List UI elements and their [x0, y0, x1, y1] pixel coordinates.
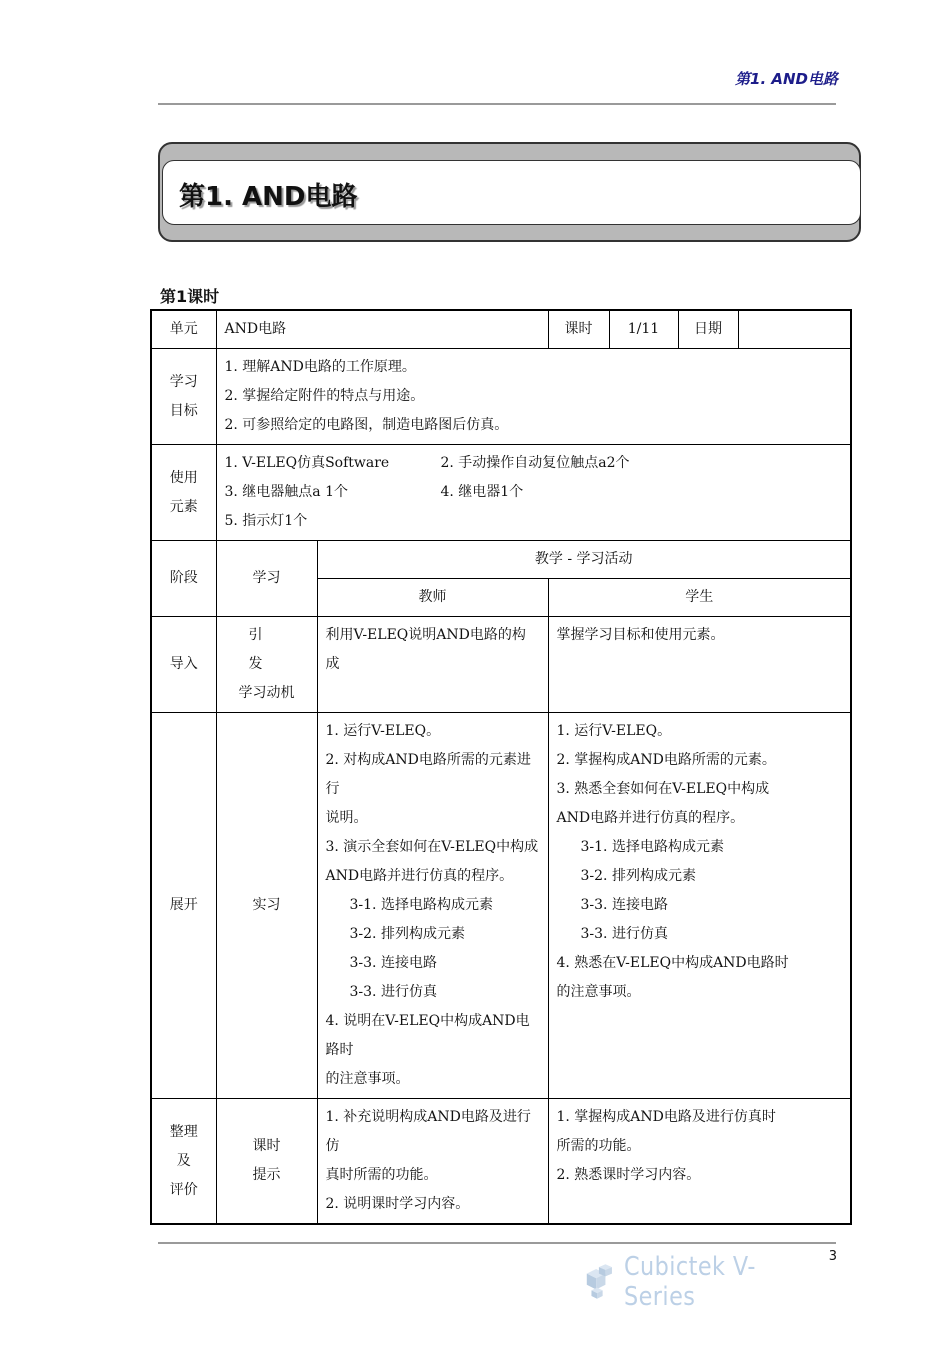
- teacher-header: 教师: [317, 579, 548, 617]
- cube-logo-icon: [584, 1263, 614, 1301]
- stage-header: 阶段: [151, 541, 216, 617]
- chapter-title-box: [158, 142, 861, 242]
- lesson-label: 第1课时: [160, 287, 220, 306]
- brand-name: Cubictek V-Series: [623, 1252, 756, 1312]
- unit-label: 单元: [151, 310, 216, 349]
- summary-student: 1. 掌握构成AND电路及进行仿真时 所需的功能。 2. 熟悉课时学习内容。: [548, 1099, 851, 1225]
- develop-teacher: 1. 运行V-ELEQ。 2. 对构成AND电路所需的元素进行 说明。 3. 演示全套如何在V-ELEQ中构成 AND电路并进行仿真的程序。 3-1. 选择电路构成元素 3-2. 排列构成元素 3-3. 连接电路 3-3. 进行仿真 4. 说明在V-ELEQ中构成AND电路时 的注意事项。: [317, 713, 548, 1099]
- develop-stage: 展开: [151, 713, 216, 1099]
- elements-list: [216, 445, 851, 541]
- table-row-intro: [151, 617, 851, 713]
- list-item: 4. 继电器1个: [440, 484, 524, 500]
- table-row-summary: [151, 1099, 851, 1225]
- study-header: 学习: [216, 541, 317, 617]
- intro-teacher: 利用V-ELEQ说明AND电路的构成: [317, 617, 548, 713]
- list-item: 3. 继电器触点a 1个: [224, 484, 349, 500]
- page-number: 3: [828, 1249, 837, 1264]
- period-label: 课时: [548, 310, 609, 349]
- table-row-objectives: [151, 349, 851, 445]
- date-label: 日期: [678, 310, 738, 349]
- objectives-list: [216, 349, 851, 445]
- unit-value: AND电路: [216, 310, 548, 349]
- header-rule: [158, 103, 836, 105]
- footer-rule: [158, 1242, 836, 1244]
- objectives-label: 学习 目标: [151, 349, 216, 445]
- table-row-elements: [151, 445, 851, 541]
- student-header: 学生: [548, 579, 851, 617]
- summary-stage: 整理 及 评价: [151, 1099, 216, 1225]
- footer-brand-logo: [584, 1252, 844, 1312]
- chapter-title-inner: [162, 160, 861, 225]
- list-item: 2. 可参照给定的电路图，制造电路图后仿真。: [224, 417, 509, 433]
- chapter-title: 第1. AND电路: [179, 182, 358, 212]
- date-value: [738, 310, 851, 349]
- list-item: 2. 掌握给定附件的特点与用途。: [224, 388, 425, 404]
- table-row-unit: [151, 310, 851, 349]
- elements-label: 使用 元素: [151, 445, 216, 541]
- running-header-title: 第1. AND电路: [735, 70, 838, 88]
- table-row-develop: [151, 713, 851, 1099]
- list-item: 1. 理解AND电路的工作原理。: [224, 359, 416, 375]
- activity-header: 教学 - 学习活动: [317, 541, 851, 579]
- intro-study: 引 发 学习动机: [216, 617, 317, 713]
- intro-student: 掌握学习目标和使用元素。: [548, 617, 851, 713]
- develop-student: 1. 运行V-ELEQ。 2. 掌握构成AND电路所需的元素。 3. 熟悉全套如何在V-ELEQ中构成 AND电路并进行仿真的程序。 3-1. 选择电路构成元素 3-2. 排列构成元素 3-3. 连接电路 3-3. 进行仿真 4. 熟悉在V-ELEQ中构成AND电路时 的注意事项。: [548, 713, 851, 1099]
- summary-teacher: 1. 补充说明构成AND电路及进行仿 真时所需的功能。 2. 说明课时学习内容。: [317, 1099, 548, 1225]
- develop-study: 实习: [216, 713, 317, 1099]
- list-item: 1. V-ELEQ仿真Software: [224, 455, 390, 471]
- list-item: 5. 指示灯1个: [224, 513, 308, 529]
- table-row-activity-header: [151, 541, 851, 579]
- list-item: 2. 手动操作自动复位触点a2个: [440, 455, 630, 471]
- summary-study: 课时 提示: [216, 1099, 317, 1225]
- intro-stage: 导入: [151, 617, 216, 713]
- period-value: 1/11: [609, 310, 678, 349]
- lesson-plan-table: [150, 309, 852, 1225]
